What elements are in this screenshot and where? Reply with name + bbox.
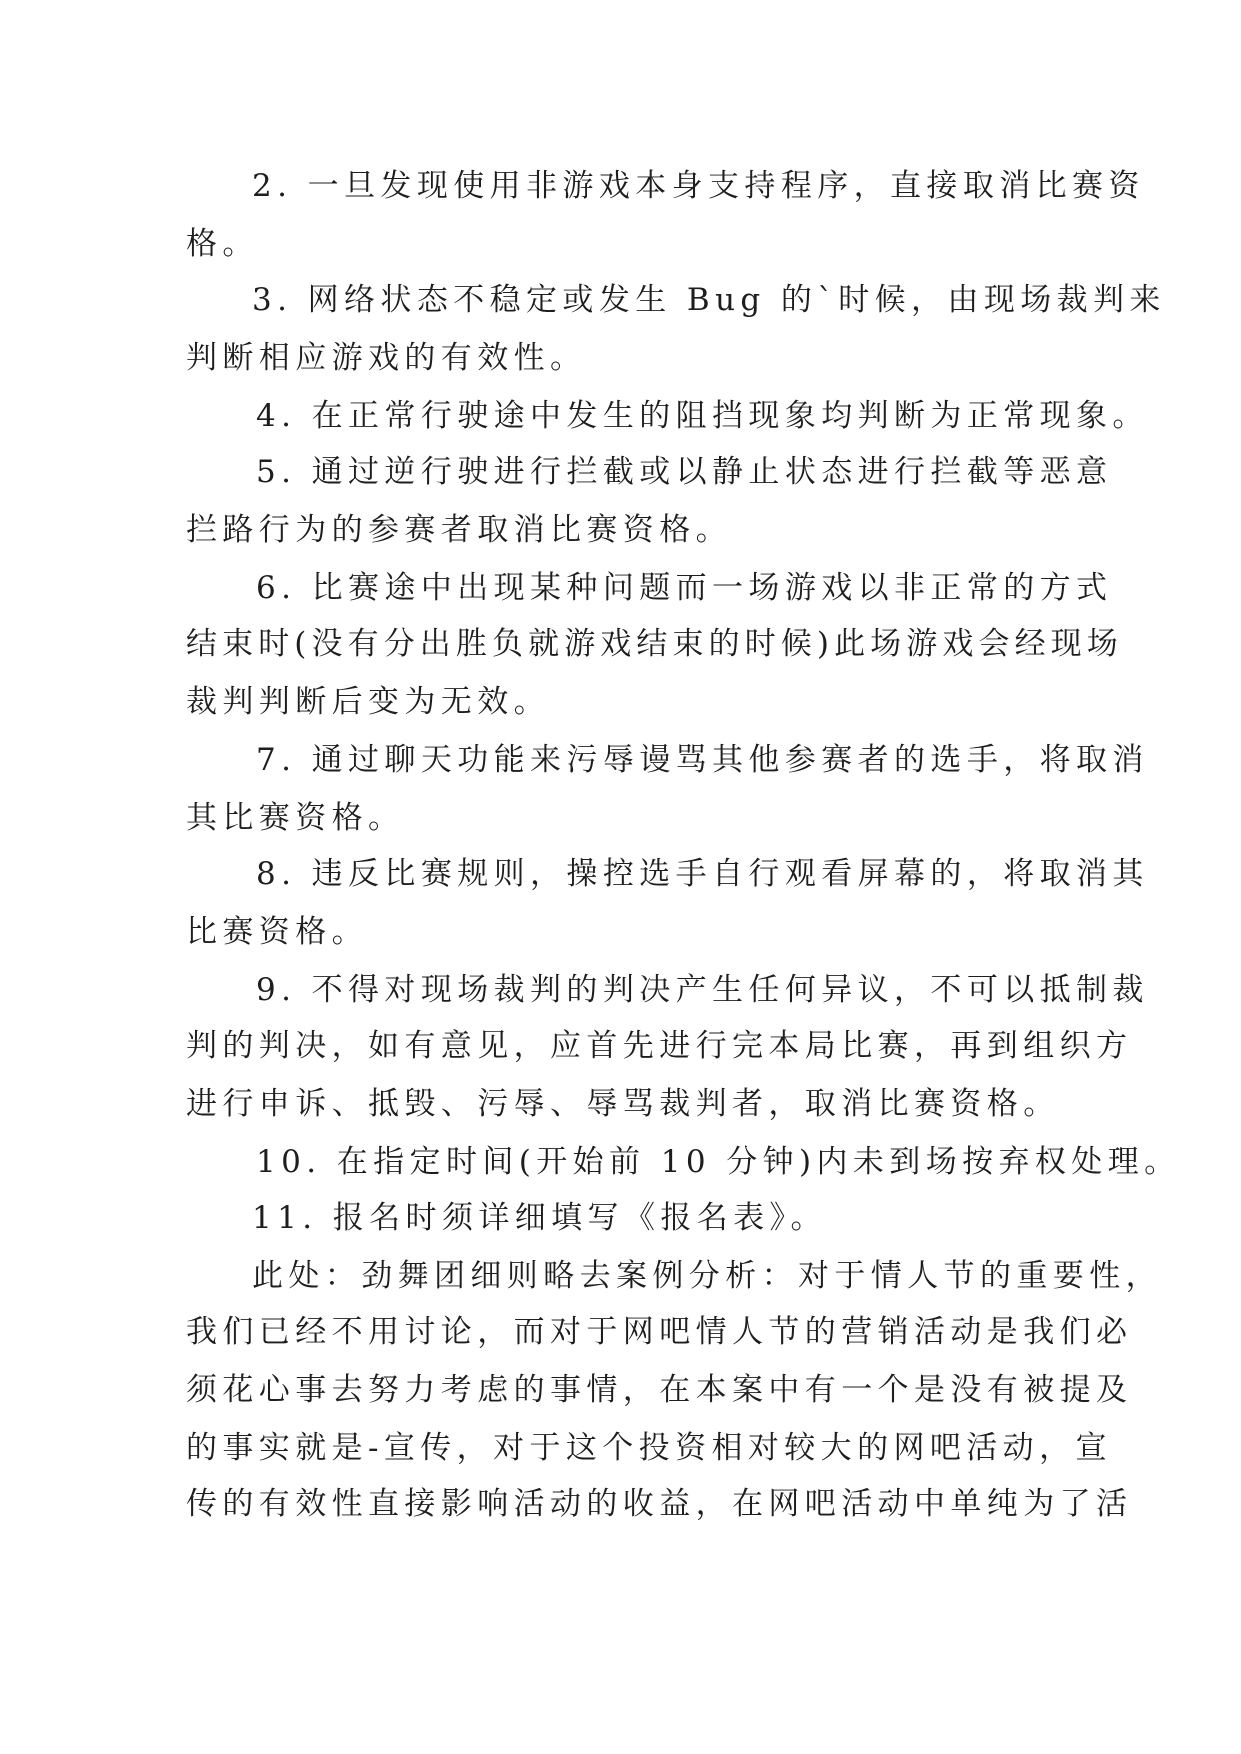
rule-3-line-1: 3. 网络状态不稳定或发生 Bug 的`时候，由现场裁判来 — [252, 282, 1166, 318]
analysis-line-2: 我们已经不用讨论，而对于网吧情人节的营销活动是我们必 — [186, 1314, 1133, 1350]
rule-5-line-1: 5. 通过逆行驶进行拦截或以静止状态进行拦截等恶意 — [256, 454, 1113, 490]
rule-7-line-2: 其比赛资格。 — [186, 800, 405, 836]
rule-6-line-1: 6. 比赛途中出现某种问题而一场游戏以非正常的方式 — [256, 570, 1113, 606]
rule-9-line-1: 9. 不得对现场裁判的判决产生任何异议，不可以抵制裁 — [256, 972, 1149, 1008]
rule-6-line-2: 结束时(没有分出胜负就游戏结束的时候)此场游戏会经现场 — [186, 626, 1123, 662]
rule-11-line-1: 11. 报名时须详细填写《报名表》。 — [252, 1200, 827, 1236]
rule-3-line-2: 判断相应游戏的有效性。 — [186, 340, 587, 376]
rule-8-line-1: 8. 违反比赛规则，操控选手自行观看屏幕的，将取消其 — [256, 856, 1149, 892]
rule-10-line-1: 10. 在指定时间(开始前 10 分钟)内未到场按弃权处理。 — [256, 1144, 1181, 1180]
rule-8-line-2: 比赛资格。 — [186, 914, 368, 950]
rule-9-line-2: 判的判决，如有意见，应首先进行完本局比赛，再到组织方 — [186, 1028, 1133, 1064]
analysis-line-3: 须花心事去努力考虑的事情，在本案中有一个是没有被提及 — [186, 1372, 1133, 1408]
rule-9-line-3: 进行申诉、抵毁、污辱、辱骂裁判者，取消比赛资格。 — [186, 1086, 1060, 1122]
analysis-line-1: 此处：劲舞团细则略去案例分析：对于情人节的重要性， — [252, 1258, 1162, 1294]
rule-5-line-2: 拦路行为的参赛者取消比赛资格。 — [186, 512, 732, 548]
rule-4-line-1: 4. 在正常行驶途中发生的阻挡现象均判断为正常现象。 — [256, 398, 1149, 434]
analysis-line-5: 传的有效性直接影响活动的收益，在网吧活动中单纯为了活 — [186, 1486, 1133, 1522]
analysis-line-4: 的事实就是-宣传，对于这个投资相对较大的网吧活动，宣 — [186, 1430, 1112, 1466]
rule-2-line-2: 格。 — [186, 226, 259, 262]
rule-2-line-1: 2. 一旦发现使用非游戏本身支持程序，直接取消比赛资 — [252, 168, 1145, 204]
rule-7-line-1: 7. 通过聊天功能来污辱谩骂其他参赛者的选手，将取消 — [256, 742, 1149, 778]
rule-6-line-3: 裁判判断后变为无效。 — [186, 684, 550, 720]
